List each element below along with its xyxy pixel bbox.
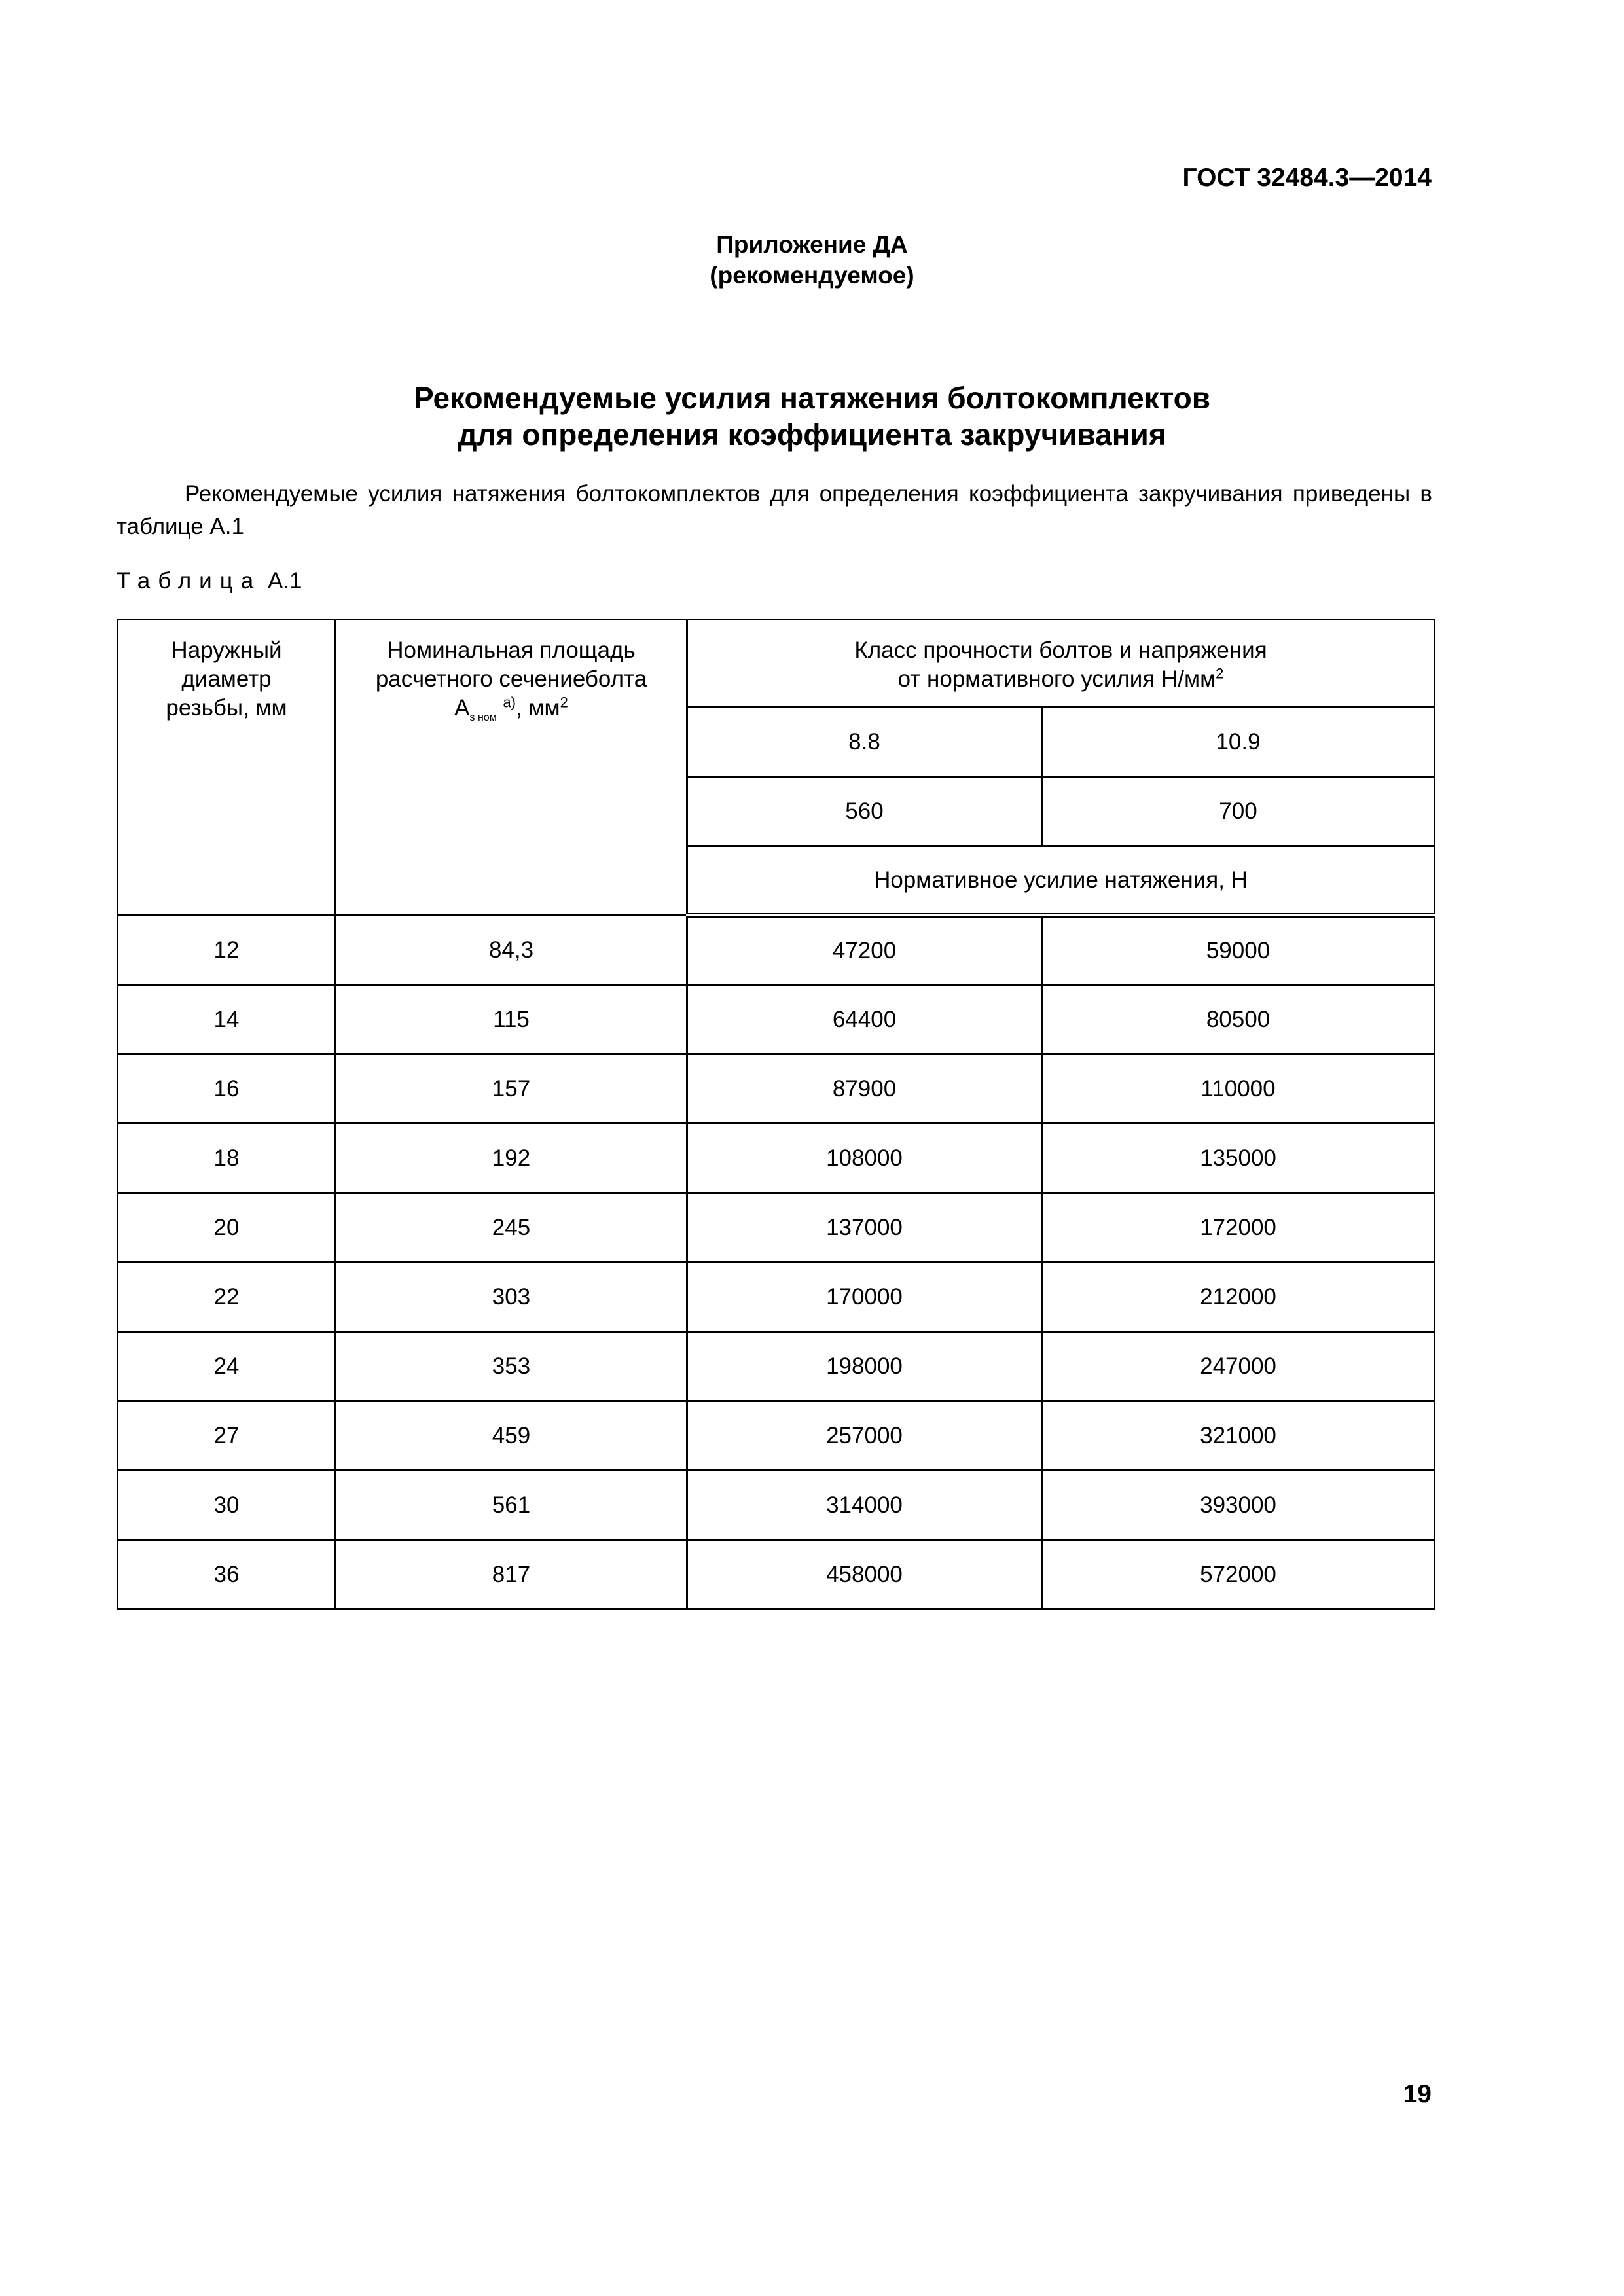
- annex-status: (рекомендуемое): [710, 262, 914, 289]
- force-8-8-cell: 170000: [687, 1263, 1042, 1332]
- table-row: [118, 985, 1435, 1054]
- diameter-cell: 36: [118, 1540, 336, 1609]
- page-title: [0, 380, 1624, 453]
- force-8-8-cell: 64400: [687, 985, 1042, 1054]
- area-cell: 353: [336, 1332, 687, 1401]
- col-diameter-header: [118, 620, 336, 916]
- strength-class-header-text: от нормативного усилия Н/мм: [897, 666, 1216, 692]
- data-table: [117, 619, 1435, 1610]
- force-8-8-cell: 198000: [687, 1332, 1042, 1401]
- force-10-9-cell: 172000: [1042, 1193, 1435, 1263]
- force-10-9-cell: 135000: [1042, 1124, 1435, 1193]
- diameter-cell: 30: [118, 1471, 336, 1540]
- area-unit: , мм: [516, 695, 560, 721]
- force-10-9-cell: 212000: [1042, 1263, 1435, 1332]
- col-area-header-line: Номинальная площадь: [387, 637, 636, 663]
- diameter-cell: 20: [118, 1193, 336, 1263]
- force-10-9-cell: 572000: [1042, 1540, 1435, 1609]
- area-cell: 459: [336, 1401, 687, 1471]
- force-10-9-cell: 247000: [1042, 1332, 1435, 1401]
- force-8-8-cell: 87900: [687, 1054, 1042, 1124]
- area-cell: 84,3: [336, 916, 687, 985]
- area-symbol: A: [454, 695, 470, 721]
- area-cell: 817: [336, 1540, 687, 1609]
- col-diameter-header-line: диаметр: [181, 666, 272, 692]
- force-8-8-cell: 458000: [687, 1540, 1042, 1609]
- table-row: [118, 1471, 1435, 1540]
- standard-designation: ГОСТ 32484.3—2014: [1182, 164, 1432, 192]
- strength-class-header: [687, 620, 1435, 708]
- stress-10-9-cell: 700: [1042, 777, 1435, 846]
- table-row: [118, 1054, 1435, 1124]
- table-row: [118, 1332, 1435, 1401]
- table-row: [118, 1124, 1435, 1193]
- force-10-9-cell: 59000: [1042, 916, 1435, 985]
- intro-paragraph: Рекомендуемые усилия натяжения болтокомплектов для определения коэффициента закручивания приведены в таблице А.1: [117, 481, 1432, 539]
- header-row: [118, 620, 1435, 708]
- col-diameter-header-line: резьбы, мм: [166, 695, 287, 721]
- table-caption-word: Таблица: [117, 568, 262, 594]
- annex-title: Приложение ДА: [716, 231, 908, 258]
- class-8-8-cell: 8.8: [687, 708, 1042, 777]
- area-cell: 303: [336, 1263, 687, 1332]
- strength-class-header-line: Класс прочности болтов и напряжения: [854, 637, 1267, 663]
- class-10-9-cell: 10.9: [1042, 708, 1435, 777]
- force-8-8-cell: 137000: [687, 1193, 1042, 1263]
- area-unit-exponent: 2: [560, 694, 568, 711]
- table-row: [118, 1263, 1435, 1332]
- col-area-header-line: расчетного сечениеболта: [375, 666, 647, 692]
- force-8-8-cell: 314000: [687, 1471, 1042, 1540]
- diameter-cell: 14: [118, 985, 336, 1054]
- col-diameter-header-line: Наружный: [171, 637, 282, 663]
- strength-class-header-line: [688, 665, 1434, 694]
- page-title-line-2: для определения коэффициента закручивания: [458, 418, 1166, 452]
- page-number: 19: [1403, 2080, 1432, 2108]
- table-row: [118, 1540, 1435, 1609]
- area-cell: 115: [336, 985, 687, 1054]
- area-cell: 561: [336, 1471, 687, 1540]
- area-cell: 192: [336, 1124, 687, 1193]
- table-row: [118, 1401, 1435, 1471]
- col-area-header-formula: [336, 694, 686, 723]
- diameter-cell: 27: [118, 1401, 336, 1471]
- table-row: [118, 1193, 1435, 1263]
- force-8-8-cell: 47200: [687, 916, 1042, 985]
- strength-unit-exponent: 2: [1216, 665, 1224, 682]
- force-8-8-cell: 108000: [687, 1124, 1042, 1193]
- table-caption-number: А.1: [267, 568, 302, 594]
- table-caption: [117, 568, 302, 594]
- force-header-cell: Нормативное усилие натяжения, Н: [687, 846, 1435, 916]
- stress-8-8-cell: 560: [687, 777, 1042, 846]
- force-10-9-cell: 321000: [1042, 1401, 1435, 1471]
- diameter-cell: 18: [118, 1124, 336, 1193]
- table-row: [118, 916, 1435, 985]
- diameter-cell: 12: [118, 916, 336, 985]
- area-symbol-subscript: s ном: [469, 712, 497, 723]
- area-cell: 245: [336, 1193, 687, 1263]
- annex-heading: [0, 229, 1624, 291]
- force-10-9-cell: 80500: [1042, 985, 1435, 1054]
- force-8-8-cell: 257000: [687, 1401, 1042, 1471]
- page-title-line-1: Рекомендуемые усилия натяжения болтокомплектов: [413, 381, 1211, 415]
- diameter-cell: 22: [118, 1263, 336, 1332]
- diameter-cell: 24: [118, 1332, 336, 1401]
- col-area-header: [336, 620, 687, 916]
- area-cell: 157: [336, 1054, 687, 1124]
- force-10-9-cell: 110000: [1042, 1054, 1435, 1124]
- diameter-cell: 16: [118, 1054, 336, 1124]
- force-10-9-cell: 393000: [1042, 1471, 1435, 1540]
- footnote-mark: а): [503, 694, 516, 711]
